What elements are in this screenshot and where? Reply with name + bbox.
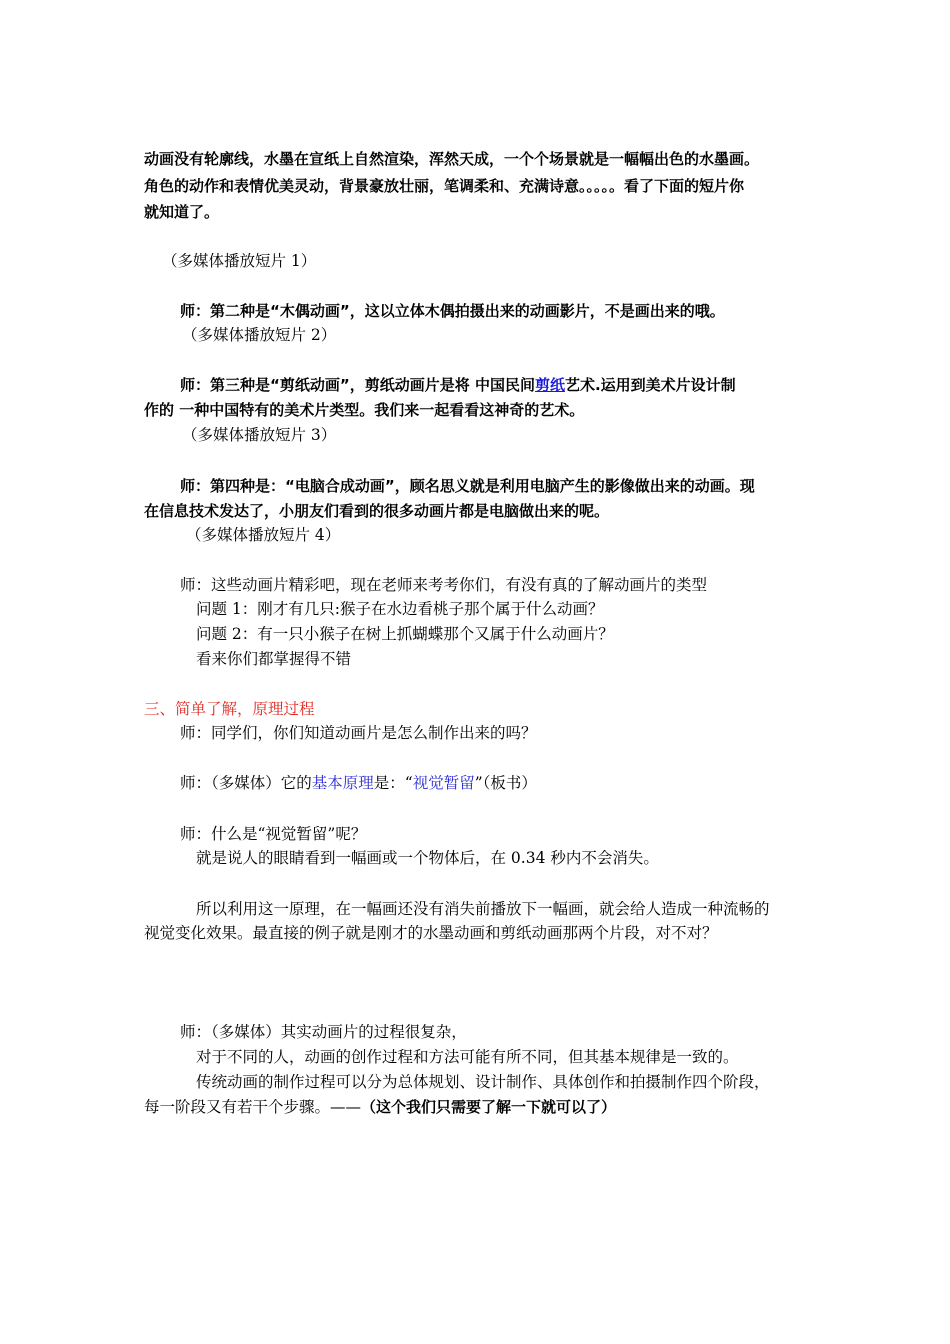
paragraph-line: 对于不同的人，动画的创作过程和方法可能有所不同，但其基本规律是一致的。 xyxy=(196,1048,739,1066)
text-span: 是：“ xyxy=(373,774,413,792)
section-heading: 三、简单了解，原理过程 xyxy=(144,700,315,718)
highlight-persistence-of-vision: 视觉暂留 xyxy=(412,774,475,792)
text-span: 每一阶段又有若干个步骤。—— xyxy=(144,1098,362,1116)
play-note: （多媒体播放短片 1） xyxy=(162,252,317,270)
play-note: （多媒体播放短片 3） xyxy=(182,426,337,444)
text-span: 师：第三种是“剪纸动画”，剪纸动画片是将 中国民间 xyxy=(180,376,535,394)
paper-cut-link[interactable]: 剪纸 xyxy=(534,376,565,394)
paragraph-line xyxy=(144,1096,616,1118)
paragraph-line: 所以利用这一原理，在一幅画还没有消失前播放下一幅画，就会给人造成一种流畅的 xyxy=(196,900,770,918)
quiz-question: 问题 2：有一只小猴子在树上抓蝴蝶那个又属于什么动画片？ xyxy=(196,625,614,643)
highlight-basic-principle: 基本原理 xyxy=(311,774,374,792)
paragraph-line: 就知道了。 xyxy=(144,203,220,221)
text-span: 艺术.运用到美术片设计制 xyxy=(564,376,736,394)
play-note: （多媒体播放短片 2） xyxy=(182,326,337,344)
paragraph-line xyxy=(180,772,537,794)
text-span: 师：（多媒体）它的 xyxy=(180,774,312,792)
play-note: （多媒体播放短片 4） xyxy=(186,526,341,544)
paragraph-line: 传统动画的制作过程可以分为总体规划、设计制作、具体创作和拍摄制作四个阶段， xyxy=(196,1073,770,1091)
paragraph-line: 师：这些动画片精彩吧，现在老师来考考你们，有没有真的了解动画片的类型 xyxy=(180,576,708,594)
paragraph-line: 师：（多媒体）其实动画片的过程很复杂， xyxy=(180,1023,467,1041)
quiz-question: 问题 1：刚才有几只:猴子在水边看桃子那个属于什么动画？ xyxy=(196,600,604,618)
paragraph-line: 角色的动作和表情优美灵动，背景豪放壮丽，笔调柔和、充满诗意。。。。。看了下面的短片你 xyxy=(144,177,745,195)
paragraph-line: 在信息技术发达了，小朋友们看到的很多动画片都是电脑做出来的呢。 xyxy=(144,502,610,520)
paragraph-line xyxy=(180,374,736,396)
paragraph-line: 师：什么是“视觉暂留”呢？ xyxy=(180,825,367,843)
bold-note: （这个我们只需要了解一下就可以了） xyxy=(361,1098,617,1116)
paragraph-line: 师：第二种是“木偶动画”，这以立体木偶拍摄出来的动画影片，不是画出来的哦。 xyxy=(180,302,725,320)
text-span: ”（板书） xyxy=(474,774,537,792)
paragraph-line: 师：第四种是：“电脑合成动画”，顾名思义就是利用电脑产生的影像做出来的动画。现 xyxy=(180,477,755,495)
paragraph-line: 看来你们都掌握得不错 xyxy=(196,650,352,668)
paragraph-line: 作的 一种中国特有的美术片类型。我们来一起看看这神奇的艺术。 xyxy=(144,401,585,419)
paragraph-line: 师：同学们，你们知道动画片是怎么制作出来的吗？ xyxy=(180,724,537,742)
paragraph-line: 视觉变化效果。最直接的例子就是刚才的水墨动画和剪纸动画那两个片段，对不对？ xyxy=(144,924,718,942)
paragraph-line: 动画没有轮廓线，水墨在宣纸上自然渲染，浑然天成，一个个场景就是一幅幅出色的水墨画。 xyxy=(144,150,760,168)
paragraph-line: 就是说人的眼睛看到一幅画或一个物体后，在 0.34 秒内不会消失。 xyxy=(196,849,659,867)
